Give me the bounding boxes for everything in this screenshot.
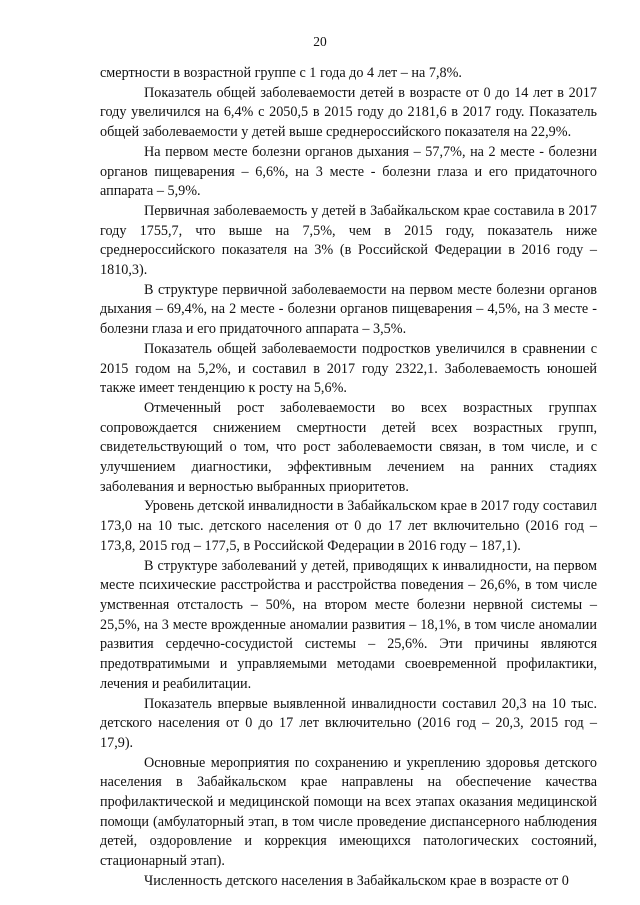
- paragraph: Уровень детской инвалидности в Забайкальском крае в 2017 году составил 173,0 на 10 тыс. детского населения от 0 до 17 лет включительно (2016 год – 173,8, 2015 год – 177,5, в Российской Федерации в 2016 году – 187,1).: [100, 498, 597, 554]
- paragraph: Основные мероприятия по сохранению и укреплению здоровья детского населения в Забайкальском крае направлены на обеспечение качества профилактической и медицинской помощи на всех этапах оказания медицинской помощи (амбулаторный этап, в том числе проведение диспансерного наблюдения детей, оздоровление и коррекция имеющихся патологических состояний, стационарный этап).: [100, 754, 597, 870]
- body-text: [100, 64, 597, 892]
- paragraph: Показатель общей заболеваемости детей в возрасте от 0 до 14 лет в 2017 году увеличился на 6,4% с 2050,5 в 2015 году до 2181,6 в 2017 году. Показатель общей заболеваемости у детей выше среднероссийского показателя на 22,9%.: [100, 84, 597, 141]
- paragraph: Показатель общей заболеваемости подростков увеличился в сравнении с 2015 годом на 5,2%, и составил в 2017 году 2322,1. Заболеваемость юношей также имеет тенденцию к росту на 5,6%.: [100, 340, 597, 397]
- paragraph: Первичная заболеваемость у детей в Забайкальском крае составила в 2017 году 1755,7, что выше на 7,5%, чем в 2015 году, показатель ниже среднероссийского показателя на 3% (в Российской Федерации в 2016 году – 1810,3).: [100, 202, 597, 279]
- paragraph: смертности в возрастной группе с 1 года до 4 лет – на 7,8%.: [100, 65, 462, 81]
- paragraph: На первом месте болезни органов дыхания – 57,7%, на 2 месте - болезни органов пищеварения – 6,6%, на 3 месте - болезни глаза и его придаточного аппарата – 5,9%.: [100, 143, 597, 200]
- paragraph: В структуре первичной заболеваемости на первом месте болезни органов дыхания – 69,4%, на 2 месте - болезни органов пищеварения – 4,5%, на 3 месте - болезни глаза и его придаточного аппарата – 3,5%.: [100, 281, 597, 338]
- paragraph: В структуре заболеваний у детей, приводящих к инвалидности, на первом месте психические расстройства и расстройства поведения – 26,6%, в том числе умственная отсталость – 50%, на втором месте болезни нервной системы – 25,5%, на 3 месте врожденные аномалии развития – 18,1%, в том числе аномалии развития сердечно-сосудистой системы – 25,6%. Эти причины являются предотвратимыми и управляемыми методами своевременной профилактики, лечения и реабилитации.: [100, 557, 597, 692]
- paragraph: Численность детского населения в Забайкальском крае в возрасте от 0: [144, 872, 569, 889]
- paragraph: Отмеченный рост заболеваемости во всех возрастных группах сопровождается снижением смертности детей всех возрастных групп, свидетельствующий о том, что рост заболеваемости связан, в том числе, и с улучшением диагностики, эффективным лечением на ранних стадиях заболевания и верностью выбранных приоритетов.: [100, 399, 597, 495]
- page-number: 20: [313, 34, 327, 49]
- paragraph: Показатель впервые выявленной инвалидности составил 20,3 на 10 тыс. детского населения от 0 до 17 лет включительно (2016 год – 20,3, 2015 год – 17,9).: [100, 695, 597, 751]
